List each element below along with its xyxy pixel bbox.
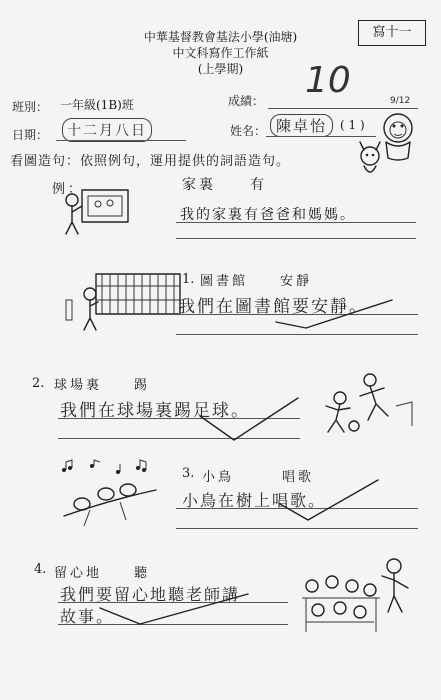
item-4-answer-line-1: 我們要留心地聽老師講 xyxy=(60,585,241,604)
date-label: 日期： xyxy=(12,128,49,142)
item-2-number: 2. xyxy=(32,376,45,391)
item-3-number: 3. xyxy=(182,466,195,481)
worksheet-number: 寫十一 xyxy=(358,20,426,46)
tick-mark xyxy=(200,398,300,442)
item-4-words: 留心地 聽 xyxy=(54,566,151,581)
example-words: 家裏 有 xyxy=(182,177,267,193)
cartoon-stickers xyxy=(350,106,420,186)
birds-picture xyxy=(60,460,160,530)
term-label: (上學期) xyxy=(197,62,244,76)
item-1-number: 1. xyxy=(182,272,195,287)
item-2-answer: 我們在球場裏踢足球。 xyxy=(60,401,250,421)
tick-mark xyxy=(280,480,380,524)
subject-title: 中文科寫作工作紙 xyxy=(172,46,269,60)
score-note: 9/12 xyxy=(390,96,411,106)
score-value: 10 xyxy=(305,60,351,101)
item-1-answer: 我們在圖書館要安靜。 xyxy=(178,297,368,317)
name-label: 姓名： xyxy=(230,124,267,138)
item-1-words: 圖書館 安靜 xyxy=(200,274,313,289)
school-name: 中華基督教會基法小學(油塘) xyxy=(143,30,298,44)
item-4-number: 4. xyxy=(34,562,47,577)
example-label: 例： xyxy=(52,182,85,197)
class-value: 一年級(1B)班 xyxy=(60,98,134,112)
library-picture xyxy=(66,272,184,334)
item-3-words: 小鳥 唱歌 xyxy=(202,470,315,485)
name-value: 陳卓怡 xyxy=(270,114,333,137)
item-2-words: 球場裏 踢 xyxy=(54,378,151,393)
score-label: 成績： xyxy=(228,94,265,108)
item-4-answer-line-2: 故事。 xyxy=(60,607,115,626)
example-picture xyxy=(60,186,136,238)
seat-number: ( 1 ) xyxy=(340,118,365,132)
instruction-text: 看圖造句：依照例句，運用提供的詞語造句。 xyxy=(10,154,291,169)
classroom-picture xyxy=(298,556,422,636)
item-3-answer: 小鳥在樹上唱歌。 xyxy=(182,491,327,510)
class-label: 班別： xyxy=(12,100,49,114)
football-picture xyxy=(312,372,424,436)
tick-mark xyxy=(100,594,250,628)
example-sentence: 我的家裏有爸爸和媽媽。 xyxy=(180,207,356,223)
date-value: 十二月八日 xyxy=(62,118,152,142)
tick-mark xyxy=(276,300,396,330)
